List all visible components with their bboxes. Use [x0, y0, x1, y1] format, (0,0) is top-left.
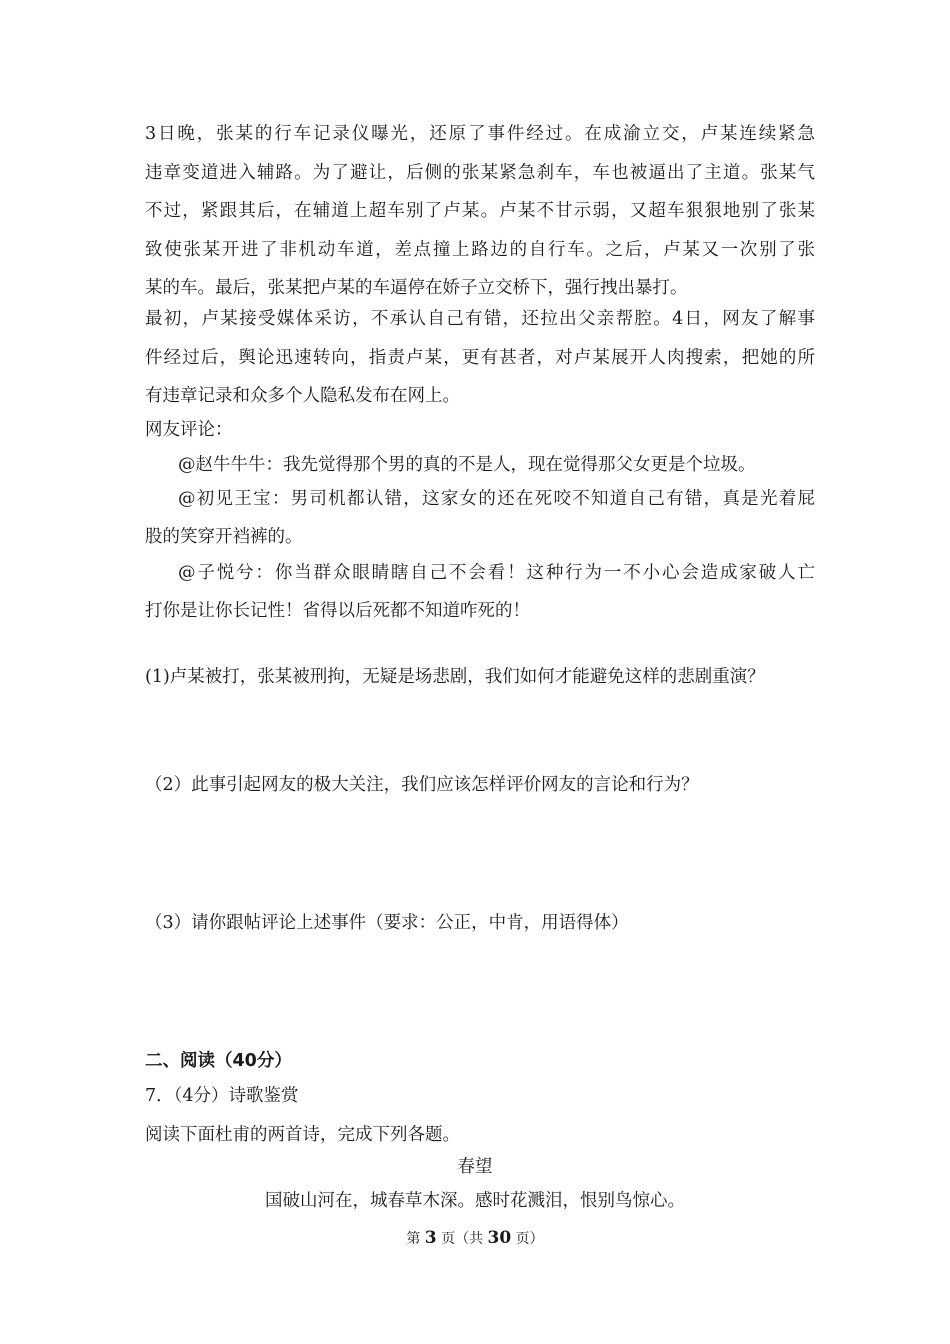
- paragraph-2-line-2: 件经过后，舆论迅速转向，指责卢某，更有甚者，对卢某展开人肉搜索，把她的所: [145, 348, 815, 368]
- comment-1: @赵牛牛牛：我先觉得那个男的真的不是人，现在觉得那父女更是个垃圾。: [178, 455, 756, 475]
- poem-line-1: 国破山河在，城春草木深。感时花溅泪，恨别鸟惊心。: [265, 1191, 685, 1211]
- comment-2-line-1: @初见王宝：男司机都认错，这家女的还在死咬不知道自己有错，真是光着屁: [178, 489, 815, 509]
- comment-2-line-2: 股的笑穿开裆裤的。: [145, 527, 303, 547]
- comment-3-line-1: @子悦兮：你当群众眼睛瞎自己不会看！这种行为一不小心会造成家破人亡: [178, 563, 815, 583]
- paragraph-2-line-1: 最初，卢某接受媒体采访，不承认自己有错，还拉出父亲帮腔。4日，网友了解事: [145, 309, 815, 329]
- comment-3-line-2: 打你是让你长记性！省得以后死都不知道咋死的！: [145, 601, 530, 621]
- footer-middle: 页（共: [436, 1231, 488, 1247]
- footer-suffix: 页）: [511, 1231, 544, 1247]
- question-2: （2）此事引起网友的极大关注，我们应该怎样评价网友的言论和行为？: [145, 775, 699, 795]
- paragraph-2-line-3: 有违章记录和众多个人隐私发布在网上。: [145, 386, 460, 406]
- paragraph-1-line-5: 某的车。最后，张某把卢某的车逼停在娇子立交桥下，强行拽出暴打。: [145, 278, 688, 298]
- footer-page-number: 3: [424, 1228, 437, 1248]
- item-7-heading: 7．（4分）诗歌鉴赏: [145, 1086, 299, 1106]
- footer-prefix: 第: [406, 1231, 425, 1247]
- question-3: （3）请你跟帖评论上述事件（要求：公正，中肯，用语得体）: [145, 913, 629, 933]
- section-title: 二、阅读（40分）: [145, 1051, 292, 1071]
- paragraph-1-line-3: 不过，紧跟其后，在辅道上超车别了卢某。卢某不甘示弱，又超车狠狠地别了张某: [145, 201, 815, 221]
- question-1: (1)卢某被打，张某被刑拘，无疑是场悲剧，我们如何才能避免这样的悲剧重演？: [145, 667, 765, 687]
- paragraph-1-line-1: 3日晚，张某的行车记录仪曝光，还原了事件经过。在成渝立交，卢某连续紧急: [145, 124, 815, 144]
- comments-heading: 网友评论：: [145, 420, 233, 440]
- footer-total-pages: 30: [487, 1228, 512, 1248]
- paragraph-1-line-2: 违章变道进入辅路。为了避让，后侧的张某紧急刹车，车也被逼出了主道。张某气: [145, 163, 815, 183]
- reading-instruction: 阅读下面杜甫的两首诗，完成下列各题。: [145, 1125, 460, 1145]
- poem-title: 春望: [457, 1157, 493, 1177]
- paragraph-1-line-4: 致使张某开进了非机动车道，差点撞上路边的自行车。之后，卢某又一次别了张: [145, 240, 815, 260]
- page-footer: [0, 1228, 950, 1249]
